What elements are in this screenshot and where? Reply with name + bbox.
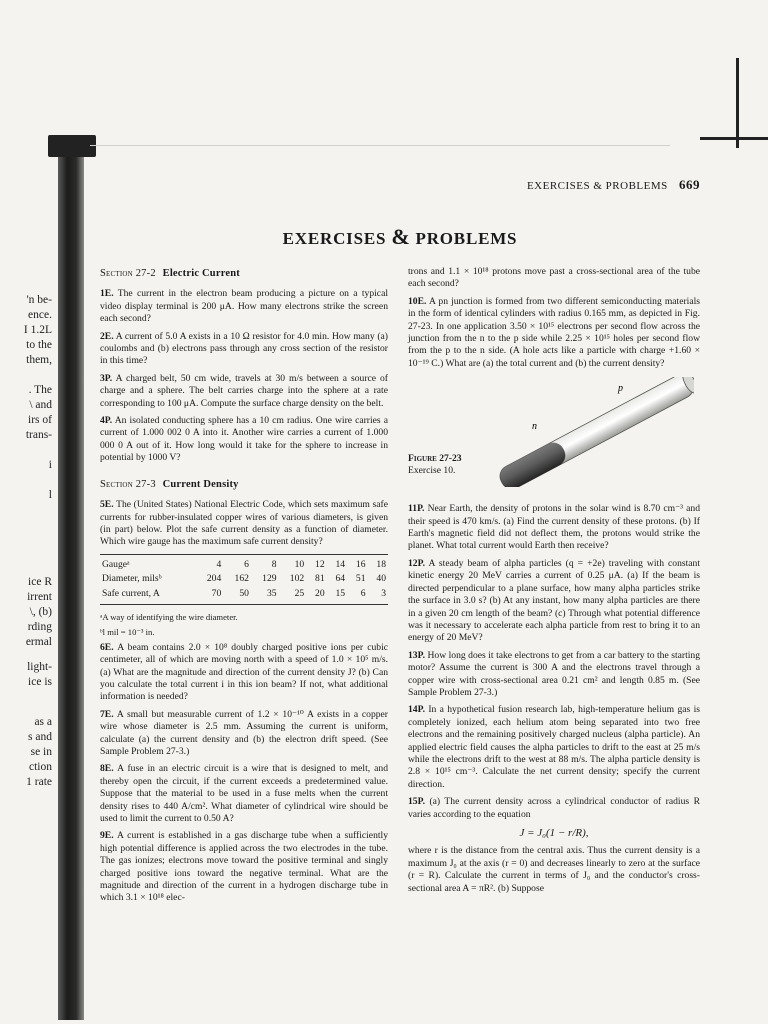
facing-page-fragment: as a: [34, 716, 52, 728]
table-cell: 102: [289, 573, 305, 585]
figure-caption: Figure 27-23 Exercise 10.: [408, 453, 462, 477]
section-heading: Section 27-3 Current Density: [100, 478, 239, 490]
table-cell: 129: [262, 573, 277, 585]
p-label: p: [618, 383, 623, 395]
pn-junction-cylinder-illustration: [494, 377, 694, 487]
facing-page-fragment: ermal: [25, 636, 52, 648]
table-cell: 35: [251, 587, 279, 605]
table-cell: 10: [279, 554, 307, 572]
facing-page-fragment: i: [48, 459, 52, 471]
facing-page-fragment: to the: [26, 339, 52, 351]
row-label: Diameter, milsᵇ: [102, 573, 162, 585]
left-column: [100, 268, 388, 910]
table-row: [100, 587, 388, 605]
facing-page-fragment: ice R: [28, 576, 52, 588]
exercise: 1E. The current in the electron beam producing a picture on a typical video display terminal is 200 μA. How many electrons strike the screen each second?: [100, 288, 388, 325]
table-cell: 16: [347, 554, 367, 572]
table-cell: 18: [368, 554, 389, 572]
problem: 3P. A charged belt, 50 cm wide, travels at 30 m/s between a source of charge and a sphere. The belt carries charge into the sphere at a rate corresponding to 100 μA. Compute the surface charge density on the belt.: [100, 372, 388, 409]
table-footnote: ᵃA way of identifying the wire diameter.: [100, 611, 238, 622]
exercise: 5E. The (United States) National Electric Code, which sets maximum safe currents for rubber-insulated copper wires of various diameters, is given (in part) below. Plot the safe current density as a function of diameter. Which wire gauge has the maximum safe current density?: [100, 499, 388, 548]
problem: 4P. An isolated conducting sphere has a 10 cm radius. One wire carries a current of 1.000 002 0 A into it. Another wire carries a current of 1.000 000 0 A out of it. How long would it take for the sphere to increase in potential by 1000 V?: [100, 415, 388, 464]
table-cell: 12: [306, 554, 326, 572]
problem: 12P. A steady beam of alpha particles (q = +2e) traveling with constant kinetic energy 20 MeV carries a current of 0.25 μA. (a) If the beam is directed perpendicular to a plane surface, how many alpha particles strike the surface in 3.0 s? (b) At any instant, how many alpha particles are there in a given 20 cm length of the beam? (c) Through what potential difference was it necessary to accelerate each alpha particle from rest to bring it to an energy of 20 MeV?: [408, 557, 700, 644]
facing-page-fragment: rding: [27, 621, 52, 633]
table-cell: 4: [196, 554, 224, 572]
table-cell: 15: [327, 587, 347, 605]
facing-page-fragment: . The: [28, 384, 52, 396]
table-cell: 81: [315, 573, 325, 585]
facing-page-fragment: I 1.2L: [23, 324, 52, 336]
problem: 14P. In a hypothetical fusion research lab, high-temperature helium gas is completely ionized, each helium atom being separated into two free electrons and the remaining positively charged nucleus (alpha particle). An applied electric field causes the alpha particles to drift to the east at 25 m/s while the electrons drift to the west at 88 m/s. The alpha particle density is 2.8 × 10¹⁵ cm⁻³. Calculate the net current density; specify the current direction.: [408, 704, 700, 790]
row-label: Safe current, A: [100, 587, 196, 605]
table-cell: 3: [368, 587, 389, 605]
row-label: Gaugeᵃ: [100, 554, 196, 572]
page-edge-tick: [700, 137, 768, 140]
exercise-continued: trons and 1.1 × 10¹⁸ protons move past a cross-sectional area of the tube each second?: [408, 266, 700, 290]
exercise: 10E. A pn junction is formed from two different semiconducting materials in the form of identical cylinders with radius 0.165 mm, as depicted in Fig. 27-23. In one application 3.50 × 10¹⁵ electrons per second flow across the junction from the n to the p side while 2.25 × 10¹⁵ holes per second flow from the p to the n side. (A hole acts like a particle with charge +1.60 × 10⁻¹⁹ C.) What are (a) the total current and (b) the current density?: [408, 295, 700, 369]
table-cell: 162: [234, 573, 249, 585]
facing-page-fragment: \, (b): [29, 606, 52, 618]
facing-page-fragment: them,: [26, 354, 52, 366]
running-head: [527, 177, 700, 193]
problem: 13P. How long does it take electrons to get from a car battery to the starting motor? Assume the current is 300 A and the electrons travel through a copper wire with cross-sectional area 0.21 cm² and length 0.85 m. (See Sample Problem 27-3.): [408, 649, 700, 698]
table-cell: 25: [279, 587, 307, 605]
facing-page-fragment: \ and: [29, 399, 52, 411]
facing-page-fragment: trans-: [25, 429, 52, 441]
title-ampersand: &: [391, 224, 411, 249]
table-cell: 6: [223, 554, 251, 572]
table-cell: 204: [206, 573, 222, 585]
table-cell: 14: [327, 554, 347, 572]
facing-page-fragment: irs of: [28, 414, 52, 426]
exercise: 7E. A small but measurable current of 1.2 × 10⁻¹⁰ A exists in a copper wire whose diameter is 2.5 mm. Assuming the current is uniform, calculate (a) the current density and (b) the electron drift speed. (See Sample Problem 27-3.): [100, 708, 388, 757]
table-cell: 51: [355, 573, 366, 585]
current-density-equation: J = J₀(1 − r/R),: [519, 827, 589, 839]
page-number: 669: [679, 177, 700, 192]
facing-page-fragment: ice is: [28, 676, 52, 688]
top-rule: [90, 145, 670, 146]
problem: 11P. Near Earth, the density of protons in the solar wind is 8.70 cm⁻³ and their speed is 470 km/s. (a) Find the current density of these protons. (b) If Earth's magnetic field did not deflect them, the protons would strike the planet. What total current would Earth then receive?: [408, 503, 701, 552]
table-cell: 6: [347, 587, 367, 605]
figure-27-23: [408, 375, 700, 493]
table-row: [100, 554, 388, 572]
table-footnote: ᵇl mil = 10⁻³ in.: [100, 627, 155, 638]
table-row: [100, 572, 388, 586]
facing-page-fragment: 1 rate: [26, 776, 52, 788]
title-left: EXERCISES: [282, 229, 387, 248]
running-title: EXERCISES & PROBLEMS: [526, 180, 668, 192]
section-heading: Section 27-2 Electric Current: [100, 268, 240, 279]
exercise: 8E. A fuse in an electric circuit is a wire that is designed to melt, and thereby open the circuit, if the current exceeds a predetermined value. Suppose that the material to be used in a fuse melts when the current density rises to 440 A/cm². What diameter of cylindrical wire should be used to limit the current to 0.50 A?: [100, 763, 388, 825]
table-cell: 20: [306, 587, 326, 605]
page-title: [100, 224, 700, 250]
problem: 15P. (a) The current density across a cylindrical conductor of radius R varies according to the equation: [408, 796, 700, 820]
table-cell: 50: [223, 587, 251, 605]
exercise: 2E. A current of 5.0 A exists in a 10 Ω resistor for 4.0 min. How many (a) coulombs and (b) electrons pass through any cross section of the resistor in this time?: [100, 330, 388, 367]
facing-page-fragment: s and: [28, 731, 52, 743]
exercise: 9E. A current is established in a gas discharge tube when a sufficiently high potential difference is applied across the two electrodes in the tube. The gas ionizes; electrons move toward the positive terminal and singly charged positive ions toward the negative terminal. What are the magnitude and direction of the current in a hydrogen discharge tube in which 3.1 × 10¹⁸ elec-: [100, 830, 388, 904]
title-right: PROBLEMS: [415, 229, 518, 248]
wire-gauge-table: [100, 554, 388, 605]
exercise: 6E. A beam contains 2.0 × 10⁸ doubly charged positive ions per cubic centimeter, all of which are moving north with a speed of 1.0 × 10⁵ m/s. (a) What are the magnitude and direction of the current density J? (b) Can you calculate the total current i in this ion beam? If not, what additional information is needed?: [100, 641, 388, 703]
page-edge-mark: [736, 58, 739, 148]
binding-shadow: [58, 150, 84, 1020]
facing-page-fragment: irrent: [27, 591, 52, 603]
facing-page-fragment: light-: [27, 661, 52, 673]
table-cell: 70: [196, 587, 224, 605]
n-label: n: [532, 421, 537, 433]
problem-continued: where r is the distance from the central axis. Thus the current density is a maximum J₀ at the axis (r = 0) and decreases linearly to zero at the surface (r = R). Calculate the current in terms of J₀ and the conductor's cross-sectional area A = πR². (b) Suppose: [408, 845, 700, 894]
table-cell: 64: [335, 573, 346, 585]
facing-page-fragment: 'n be-: [26, 294, 52, 306]
table-cell: 40: [376, 573, 386, 585]
table-cell: 8: [251, 554, 279, 572]
binding-clip: [48, 135, 96, 157]
facing-page-fragment: ence.: [28, 309, 52, 321]
facing-page-fragment: l: [48, 489, 52, 501]
facing-page-fragment: se in: [30, 746, 52, 758]
right-column: [408, 266, 700, 900]
facing-page-fragment: ction: [29, 761, 52, 773]
